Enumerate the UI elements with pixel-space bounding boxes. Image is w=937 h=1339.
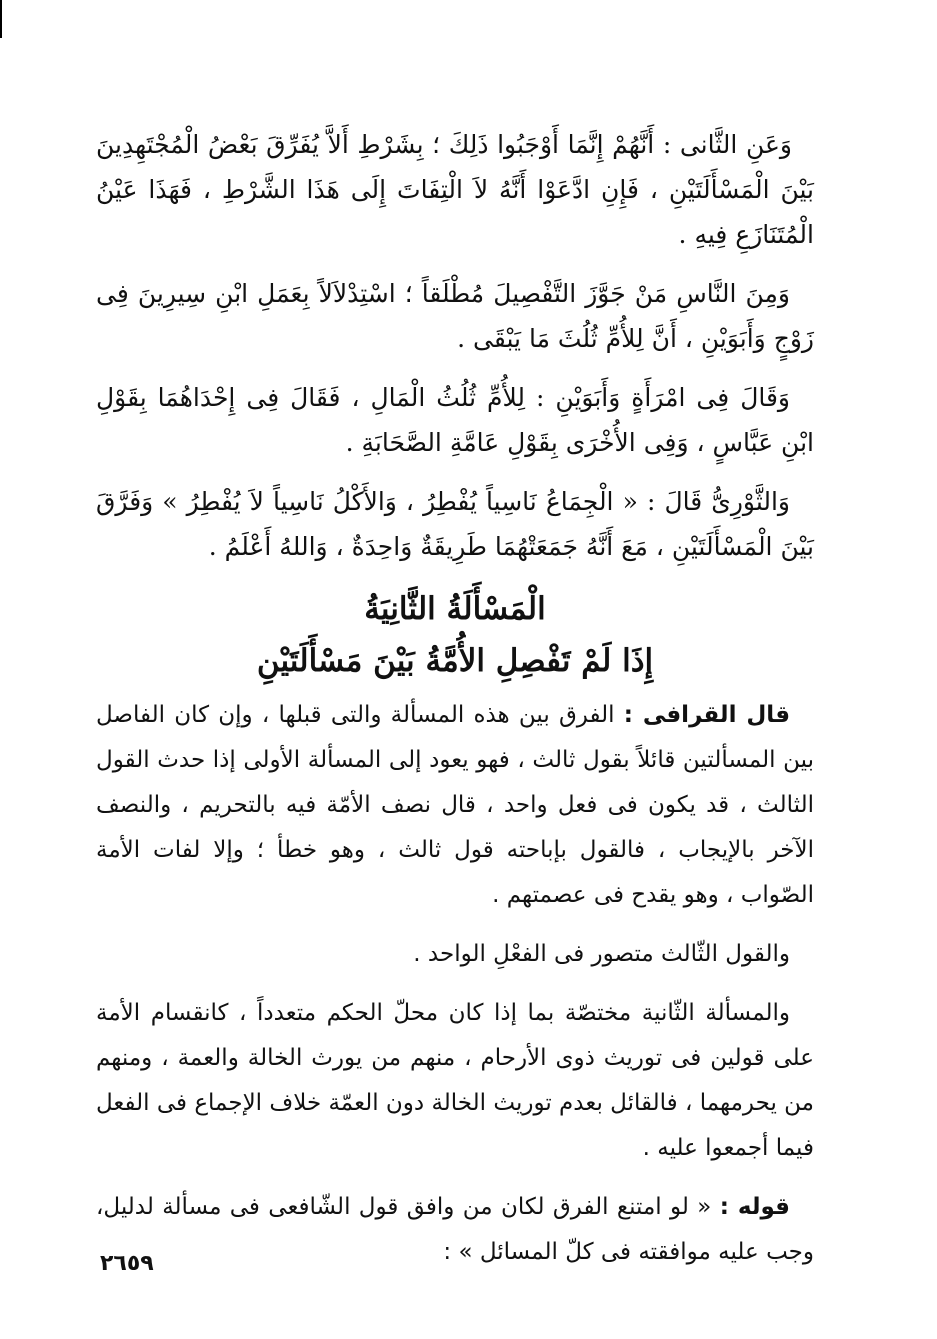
- qarafi-text: الفرق بين هذه المسألة والتى قبلها ، وإن كان الفاصل بين المسألتين قائلاً بقول ثالث ، فهو يعود إلى المسألة الأولى إذا حدث القول الثالث ، قد يكون فى فعل واحد ، قال نصف الأمّة فيه بالتحريم ، والنصف الآخر بالإيجاب ، فالقول بإباحته قول ثالث ، وهو خطأ ؛ وإلا لفات الأمة الصّواب ، وهو يقدح فى عصمتهم .: [96, 702, 814, 908]
- qarafi-lead: قال القرافى :: [623, 702, 791, 728]
- paragraph-qarafi: [96, 693, 814, 918]
- quote-text: « لو امتنع الفرق لكان من وافق قول الشّافعى فى مسألة لدليل، وجب عليه موافقته فى كلّ المسائل » :: [96, 1194, 814, 1265]
- section-title: الْمَسْأَلَةُ الثَّانِيَةُ: [364, 591, 546, 627]
- paragraph-ibn-sirin: وَمِنَ النَّاسِ مَنْ جَوَّزَ التَّفْصِيلَ مُطْلَقاً ؛ اسْتِدْلاَلاً بِعَمَلِ ابْنِ سِيرِينَ فِى زَوْجٍ وَأَبَوَيْنِ ، أَنَّ لِلأُمِّ ثُلُثَ مَا يَبْقَى .: [96, 279, 814, 353]
- paragraph-second-answer: وَعَنِ الثَّانى : أَنَّهُمْ إِنَّمَا أَوْجَبُوا ذَلِكَ ؛ بِشَرْطِ أَلاَّ يُفَرِّقَ بَعْضُ الْمُجْتَهِدِينَ بَيْنَ الْمَسْأَلَتَيْنِ ، فَإِنِ ادَّعَوْا أَنَّهُ لاَ الْتِفَاتَ إِلَى هَذَا الشَّرْطِ ، فَهَذَا عَيْنُ الْمُتَنَازَعِ فِيهِ .: [96, 130, 814, 249]
- scan-edge-mark: [0, 0, 2, 38]
- paragraph-second-issue: والمسألة الثّانية مختصّة بما إذا كان محلّ الحكم متعدداً ، كانقسام الأمة على قولين فى توريث ذوى الأرحام ، منهم من يورث الخالة والعمة ، ومنهم من يحرمهما ، فالقائل بعدم توريث الخالة دون العمّة خلاف الإجماع فى الفعل فيما أجمعوا عليه .: [95, 1000, 814, 1161]
- paragraph-thawri: وَالثَّوْرِىُّ قَالَ : « الْجِمَاعُ نَاسِياً يُفْطِرُ ، وَالأَكْلُ نَاسِياً لاَ يُفْطِرُ » وَفَرَّقَ بَيْنَ الْمَسْأَلَتَيْنِ ، مَعَ أَنَّهُ جَمَعَتْهُمَا طَرِيقَةٌ وَاحِدَةٌ ، وَاللهُ أَعْلَمُ .: [96, 487, 814, 561]
- page-number: ٢٦٥٩: [100, 1251, 154, 1276]
- quote-lead: قوله :: [719, 1194, 790, 1220]
- paragraph-woman-parents: وَقَالَ فِى امْرَأَةٍ وَأَبَوَيْنِ : لِلأُمِّ ثُلُثُ الْمَالِ ، فَقَالَ فِى إِحْدَاهُمَا بِقَوْلِ ابْنِ عَبَّاسٍ ، وَفِى الأُخْرَى بِقَوْلِ عَامَّةِ الصَّحَابَةِ .: [96, 383, 814, 457]
- page-body: [96, 122, 814, 1289]
- paragraph-third-opinion: والقول الثّالث متصور فى الفعْلِ الواحد .: [413, 941, 790, 967]
- section-subtitle: إِذَا لَمْ تَفْصِلِ الأُمَّةُ بَيْنَ مَسْأَلَتَيْنِ: [256, 643, 654, 679]
- paragraph-quote: [96, 1185, 814, 1275]
